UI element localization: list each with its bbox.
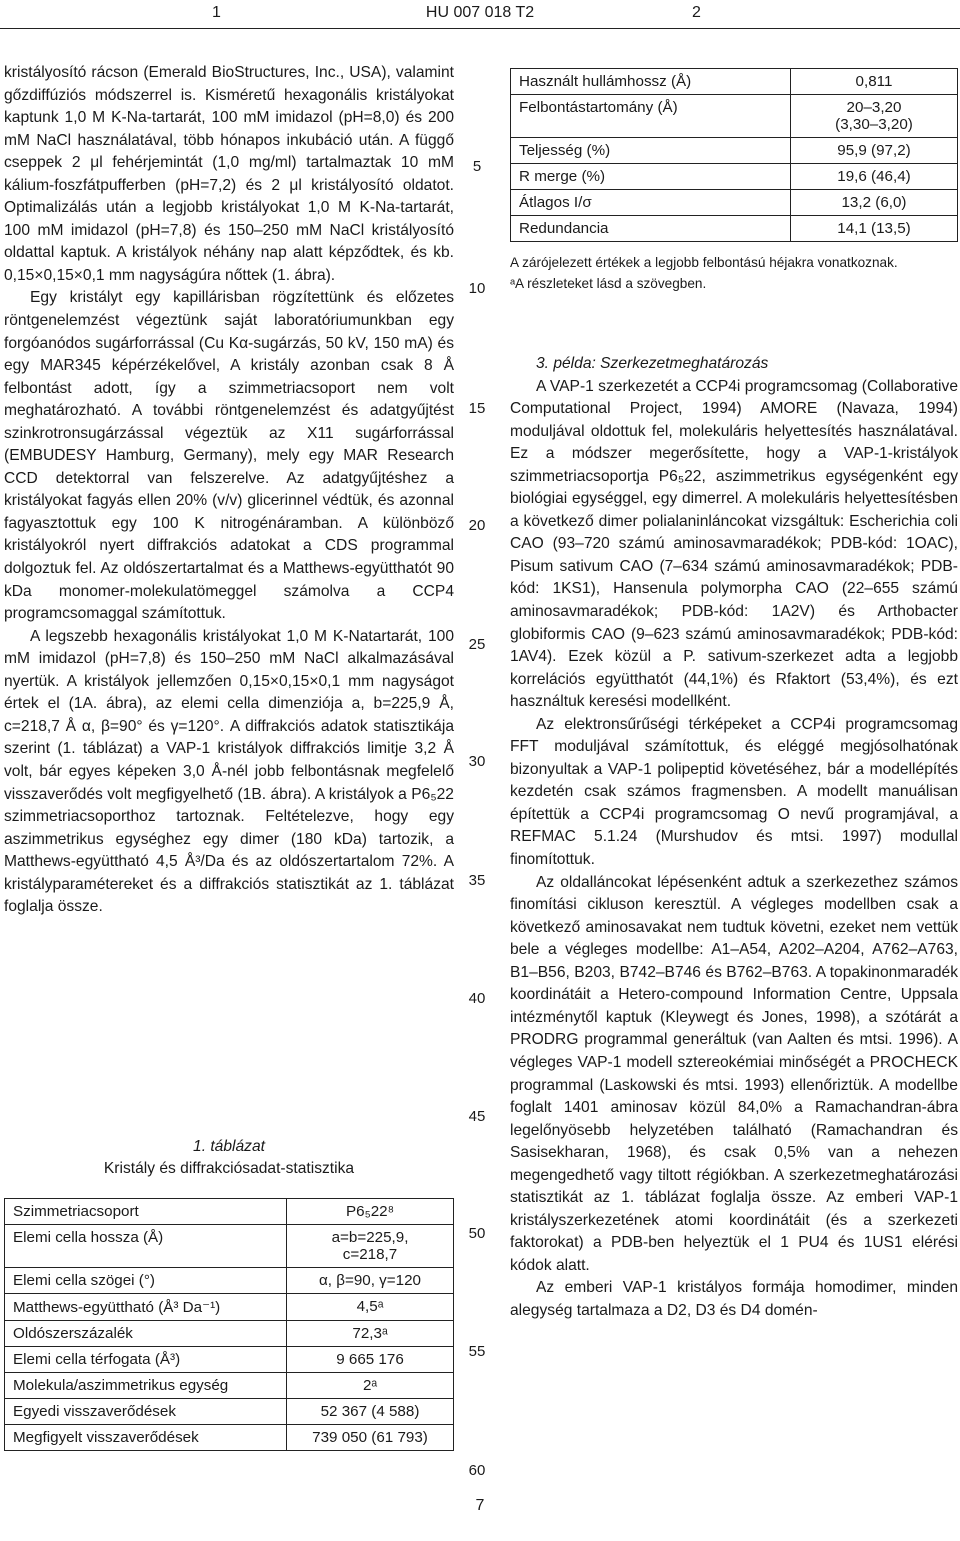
header-page-right: 2 — [692, 4, 701, 21]
table1-value: a=b=225,9, c=218,7 — [287, 1225, 454, 1268]
table1-value: P6₅22⁸ — [287, 1199, 454, 1225]
table1-label: Elemi cella szögei (°) — [5, 1268, 287, 1294]
table2-label: R merge (%) — [511, 164, 791, 190]
line-number: 55 — [468, 1343, 486, 1360]
table1-label: Molekula/aszimmetrikus egység — [5, 1373, 287, 1399]
left-paragraph-3: A legszebb hexagonális kristályokat 1,0 M K-Natartarát, 100 mM imidazol (pH=7,8) és 150–250 mM NaCl alkalmazásával nyertük. A kristályok jellemzően 0,15×0,15×0,1 mm nagyságot értek el (1A. ábra), az elemi cella dimenziója a, b=225,9 Å, c=218,7 Å α, β=90° és γ=120°. A diffrakciós adatok statisztikája szerint (1. táblázat) a VAP-1 kristályok diffrakciós limitje 3,2 Å volt, bár egyes képeken 3,0 Å-nél jobb felbontásnak megfelelő visszaverődés volt megfigyelhető (1B. ábra). A kristályok a P6₅22 szimmetriacsoporthoz tartoznak. Feltételezve, hogy egy aszimmetrikus egységhez egy dimer (180 kDa) tartozik, a Matthews-együttható 4,5 Å³/Da és az oldószertartalom 72%. A kristályparamétereket és a diffrakciós statisztikát az 1. táblázat foglalja össze. — [4, 627, 454, 916]
table1-row — [5, 1373, 454, 1399]
right-paragraph-4: Az emberi VAP-1 kristályos formája homodimer, minden alegység tartalmaza a D2, D3 és D4 domén- — [510, 1279, 958, 1319]
table2-row — [511, 95, 958, 138]
table1-row — [5, 1294, 454, 1321]
table1-label: Elemi cella térfogata (Å³) — [5, 1347, 287, 1373]
table1-grid — [4, 1198, 454, 1451]
table2-row — [511, 164, 958, 190]
table1-row — [5, 1199, 454, 1225]
table2-row — [511, 138, 958, 164]
table2-value: 19,6 (46,4) — [791, 164, 958, 190]
table1 — [4, 1136, 454, 1451]
table1-label: Matthews-együttható (Å³ Da⁻¹) — [5, 1294, 287, 1321]
table2-value: 14,1 (13,5) — [791, 216, 958, 242]
table1-value: α, β=90, γ=120 — [287, 1268, 454, 1294]
table1-label: Elemi cella hossza (Å) — [5, 1225, 287, 1268]
table2-row — [511, 216, 958, 242]
table2-value: 95,9 (97,2) — [791, 138, 958, 164]
footer-page-number: 7 — [475, 1497, 485, 1514]
right-paragraph-1: A VAP-1 szerkezetét a CCP4i programcsomag (Collaborative Computational Project, 1994) AMORE (Navaza, 1994) moduljával oldottuk fel, molekuláris helyettesítés használatával. Ez a módszer megerősítette, hogy a VAP-1-kristályok szimmetriacsoportja P6₅22, aszimmetrikus egységenként egy biológiai egységgel, egy dimerrel. A molekuláris helyettesítésben a következő dimer polialaninláncokat vizsgáltuk: Escherichia coli CAO (93–720 számú aminosavmaradékok; PDB-kód: 1OAC), Pisum sativum CAO (7–634 számú aminosavmaradékok; PDB-kód: 1KS1), Hansenula polymorpha CAO (22–655 számú aminosavmaradékok; PDB-kód: 1A2V) és Arthobacter globiformis CAO (9–623 számú aminosavmaradékok; PDB-kód: 1AV4). Ezek közül a P. sativum-szerkezet adta a legjobb korrelációs együtthatót (44,1%) és Rfaktort (53,4%), és ezt használtuk keresési modellként. — [510, 377, 958, 711]
table1-value: 739 050 (61 793) — [287, 1425, 454, 1451]
table1-label: Oldószerszázalék — [5, 1321, 287, 1347]
left-paragraph-2: Egy kristályt egy kapillárisban rögzítettünk és előzetes röntgenelemzést végeztünk saját laboratóriumunkban egy forgóanódos sugárforrással (Cu Kα-sugárzás, 50 kV, 150 mA) és egy MAR345 képérzékelővel, A kristály azonban csak 8 Å felbontást adott, így a szimmetriacsoport nem volt meghatározható. A további röntgenelemzést és adatgyűjtést szinkrotronsugárzással végeztük az X11 sugárforrással (EMBUDESY Hamburg, Germany), mely egy MAR Research CCD detektorral van felszerelve. Az adatgyűjtéshez a kristályokat fagyás ellen 20% (v/v) glicerinnel védtük, és azonnal fagyasztottuk egy 100 K nitrogénáramban. A különböző kristályokról nyert diffrakciós adatokat a CDS programmal dolgoztuk fel. Az oldószertartalmat és a Matthews-együtthatót 90 kDa monomer-molekulatömeggel számolva a CCP4 programcsomaggal számítottuk. — [4, 289, 454, 623]
line-number: 30 — [468, 753, 486, 770]
left-paragraph-1: kristályosító rácson (Emerald BioStructures, Inc., USA), valamint gőzdiffúziós módszerrel is. Kisméretű hexagonális kristályokat kaptunk 1,0 M K-Na-tartarát, 100 mM imidazol (pH=8,0) és 200 mM NaCl használatával, több hónapos inkubáció után. A függő cseppek 2 μl fehérjemintát (1,0 mg/ml) tartalmaztak 10 mM kálium-foszfátpufferben (pH=7,2) és 2 μl kristályosító oldatot. Optimalizálás után a legjobb kristályokat 1,0 M K-Na-tartarát, 100 mM imidazol (pH=7,8) és 150–250 mM NaCl kristályosító oldattal kaptuk. A kristályok néhány nap alatt képződtek, és kb. 0,15×0,15×0,1 mm nagyságúra nőttek (1. ábra). — [4, 64, 454, 284]
header-page-left: 1 — [212, 4, 221, 21]
table1-label: Szimmetriacsoport — [5, 1199, 287, 1225]
right-paragraph-3: Az oldalláncokat lépésenként adtuk a szerkezethez számos finomítási cikluson keresztül. A végleges modellben csak a következő aminosavakat nem tudtuk követni, ezeket nem vettük bele a végleges modellbe: A1–A54, A202–A204, A762–A763, B1–B56, B203, B742–B746 és B762–B763. A topakinonmaradék koordinátáit a Hetero-compound Information Centre, Uppsala intézménytől kaptuk (Kleywegt és Jones, 1998), a szótárát a PRODRG programmal generáltuk (van Aalten és mtsi. 1996). A végleges VAP-1 modell sztereokémiai minőségét a PROCHECK programmal (Laskowski és mtsi. 1993) ellenőriztük. A modellbe foglalt 1401 aminosav közül 84,0% a Ramachandran-ábra legelőnyösebb helyzetében található (Ramachandran és Sasisekharan, 1968), és csak 0,5% van a nehezen megengedhető vagy tiltott régiókban. A szerkezetmeghatározási statisztikát az 1. táblázat foglalja össze. Az emberi VAP-1 kristályszerkezetének atomi koordinátáit (és a szerkezeti faktorokat) a PDB-ben helyeztük el 1 PU4 és 1US1 elérési kódok alatt. — [510, 873, 958, 1274]
table1-value: 4,5ᵃ — [287, 1294, 454, 1321]
line-number: 35 — [468, 872, 486, 889]
table2-row — [511, 190, 958, 216]
line-number: 10 — [468, 280, 486, 297]
table2-label: Teljesség (%) — [511, 138, 791, 164]
table1-row — [5, 1268, 454, 1294]
table2-note-1: A zárójelezett értékek a legjobb felbontású héjakra vonatkoznak. — [510, 255, 898, 270]
table1-row — [5, 1347, 454, 1373]
table1-value: 72,3ᵃ — [287, 1321, 454, 1347]
table2-label: Felbontástartomány (Å) — [511, 95, 791, 138]
table1-row — [5, 1425, 454, 1451]
table2-row — [511, 69, 958, 95]
line-number: 20 — [468, 517, 486, 534]
table1-value: 2ᵃ — [287, 1373, 454, 1399]
line-number: 5 — [472, 158, 482, 175]
line-number: 25 — [468, 636, 486, 653]
table1-value: 9 665 176 — [287, 1347, 454, 1373]
table1-row — [5, 1225, 454, 1268]
table1-caption-number: 1. táblázat — [193, 1138, 265, 1155]
table2-value: 20–3,20 (3,30–3,20) — [791, 95, 958, 138]
table2-label: Használt hullámhossz (Å) — [511, 69, 791, 95]
line-number: 15 — [468, 400, 486, 417]
right-column — [510, 353, 958, 1323]
line-number: 40 — [468, 990, 486, 1007]
table2-value: 0,811 — [791, 69, 958, 95]
table2-label: Átlagos I/σ — [511, 190, 791, 216]
header-title: HU 007 018 T2 — [425, 4, 535, 21]
line-number: 60 — [468, 1462, 486, 1479]
table1-row — [5, 1399, 454, 1425]
table1-label: Egyedi visszaverődések — [5, 1399, 287, 1425]
table1-row — [5, 1321, 454, 1347]
table2-grid — [510, 68, 958, 242]
example-heading: 3. példa: Szerkezetmeghatározás — [536, 355, 769, 372]
table2 — [510, 68, 958, 294]
header-rule — [0, 28, 960, 29]
table2-label: Redundancia — [511, 216, 791, 242]
line-number: 45 — [468, 1108, 486, 1125]
table1-caption-title: Kristály és diffrakciósadat-statisztika — [103, 1160, 355, 1177]
right-paragraph-2: Az elektronsűrűségi térképeket a CCP4i programcsomag FFT moduljával számítottuk, és eléggé megjósolhatónak bizonyultak a VAP-1 polipeptid követéséhez, bár a modellépítés kezdetén csak számos fragmensben. A modellt manuálisan építettük a CCP4i programcsomag O nevű programjával, a REFMAC 5.1.24 (Murshudov és mtsi. 1997) modullal finomítottuk. — [510, 715, 958, 869]
table2-note-2: ᵃA részleteket lásd a szövegben. — [510, 276, 707, 291]
table1-value: 52 367 (4 588) — [287, 1399, 454, 1425]
line-number: 50 — [468, 1225, 486, 1242]
table1-label: Megfigyelt visszaverődések — [5, 1425, 287, 1451]
left-column — [4, 62, 454, 919]
table2-value: 13,2 (6,0) — [791, 190, 958, 216]
